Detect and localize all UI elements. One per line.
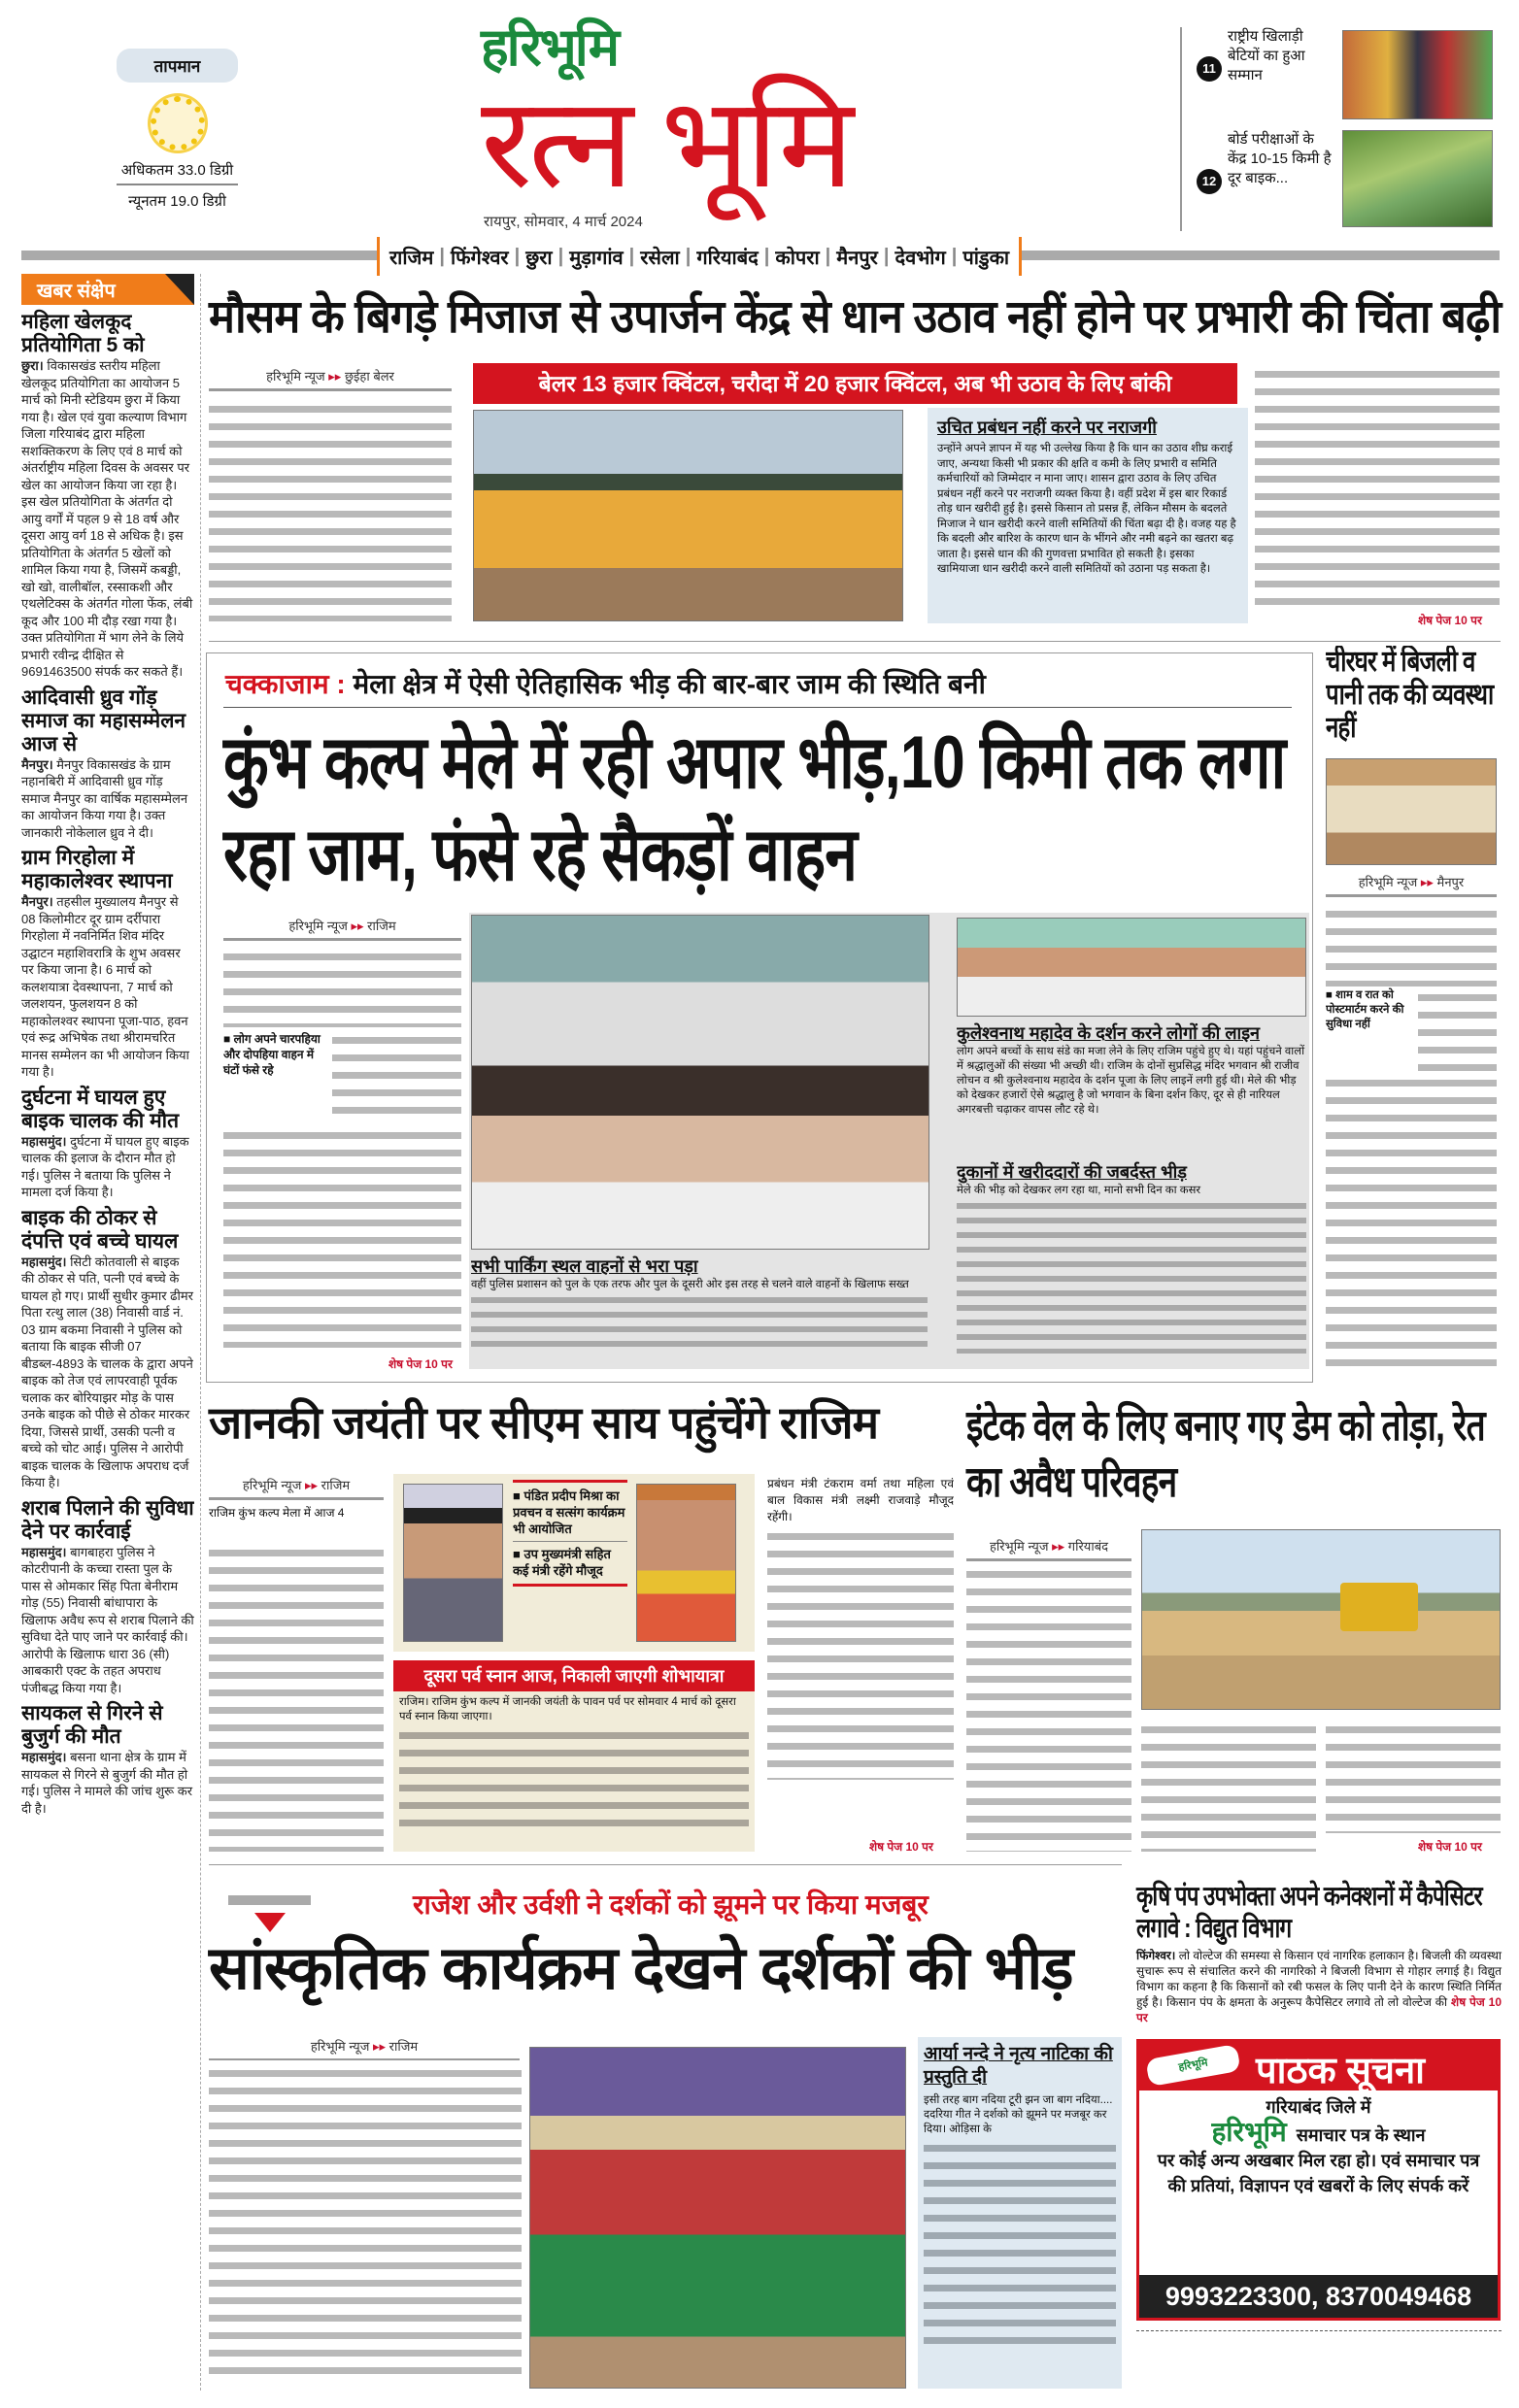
tab-label: खबर संक्षेप <box>37 281 116 302</box>
section-rule <box>209 641 1501 642</box>
story4-byline: हरिभूमि न्यूज ▸▸ राजिम <box>209 1476 384 1500</box>
story7-place: फिंगेश्वर। <box>1136 1949 1176 1962</box>
story3-byline: हरिभूमि न्यूज ▸▸ मैनपुर <box>1326 873 1497 897</box>
story6-kicker: राजेश और उर्वशी ने दर्शकों को झूमने पर किया मजबूर <box>413 1890 928 1920</box>
story6-byline: हरिभूमि न्यूज ▸▸ राजिम <box>209 2037 520 2060</box>
byline-source: हरिभूमि न्यूज <box>989 1539 1049 1554</box>
byline-place: राजिम <box>367 919 396 933</box>
weather-label: तापमान <box>117 49 238 83</box>
story2-sub1-text: लोग अपने बच्चों के साथ संडे का मजा लेने के लिए राजिम पहुंचे हुए थे। यहां पहुंचने वालों में श्रद्धालुओं की संख्या भी अच्छी थी। राजिम के दोनों सुप्रसिद्ध मंदिर भगवान श्री राजीव लोचन व श्री कुलेश्वनाथ महादेव के दर्शन पूजा के लिए लाइनें लगी हुई थी। मेले की भीड़ को देखकर हजारों ऐसे श्रद्धालु है जो भगवान के बिना दर्शन किए, दूर से ही नारियल अगरबत्ती चढ़ाकर वापस लौट रहे थे। <box>957 1046 1305 1116</box>
brief-item[interactable] <box>21 1497 194 1697</box>
byline-place: गरियाबंद <box>1067 1539 1109 1554</box>
nav-mainpur[interactable]: मैनपुर <box>836 247 878 269</box>
brief-title: आदिवासी ध्रुव गोंड़ समाज का महासम्मेलन आज से <box>21 686 186 755</box>
byline-place: राजिम <box>388 2039 419 2054</box>
news-brief-sidebar <box>21 274 194 2391</box>
story7-text <box>1136 1948 1502 2025</box>
kicker-label: चक्काजाम : <box>225 669 346 699</box>
brief-place: मैनपुर। <box>21 756 53 772</box>
ad-line1: गरियाबंद जिले में <box>1266 2097 1371 2117</box>
nav-chhura[interactable]: छुरा <box>525 247 553 269</box>
story3-text-b <box>1418 988 1497 1072</box>
reader-notice-ad[interactable] <box>1136 2039 1501 2321</box>
story4-headline[interactable]: जानकी जयंती पर सीएम साय पहुंचेंगे राजिम <box>209 1397 878 1448</box>
story2-sub1-title: कुलेश्वनाथ महादेव के दर्शन करने लोगों की लाइन <box>957 1023 1261 1043</box>
story2-photo-temple <box>957 918 1306 1017</box>
story2-continued[interactable]: शेष पेज 10 पर <box>388 1357 453 1371</box>
story2-text-col1b <box>332 1031 461 1115</box>
news-brief-tab <box>21 274 194 305</box>
ad-line3: पर कोई अन्य अखबार मिल रहा हो। एवं समाचार पत्र की प्रतियां, विज्ञापन एवं खबरों के लिए संपर्क करें <box>1157 2151 1480 2195</box>
bullet-item: ■ उप मुख्यमंत्री सहित कई मंत्री रहेंगे मौजूद <box>513 1541 627 1579</box>
story4-bullets <box>513 1480 627 1587</box>
brief-text: विकासखंड स्तरीय महिला खेलकूद प्रतियोगिता का आयोजन 5 मार्च को मिनी स्टेडियम छुरा में किया गया है। खेल एवं युवा कल्याण विभाग जिला गरियाबंद द्वारा महिला सशक्तिकरण के लिए एवं 8 मार्च को अंतर्राष्ट्रीय महिला दिवस के अवसर पर खेल का आयोजन किया जा रहा है। इस खेल प्रतियोगिता के अंतर्गत दो आयु वर्गों में पहल 9 से 18 वर्ष और दूसरा आयु वर्ग 18 से अधिक है। इस प्रतियोगिता के अंतर्गत 5 खेलों को शामिल किया गया है, जिसमें कबड्डी, खो खो, वालीबॉल, रस्साकशी और एथलेटिक्स के अंतर्गत गोला फेंक, लंबी कूद और 100 मी दौड़ रखा गया है। उक्त प्रतियोगिता में भाग लेने के लिये प्रभारी रवीन्द्र दीक्षित से 9691463500 संपर्क कर सकते हैं। <box>21 358 193 679</box>
ad-brand: हरिभूमि <box>1211 2117 1287 2147</box>
story2-sub2-title: सभी पार्किंग स्थल वाहनों से भरा पड़ा <box>471 1256 698 1276</box>
story1-banner-text: बेलर 13 हजार क्विंटल, चरौदा में 20 हजार क्विंटल, अब भी उठाव के लिए बांकी <box>538 371 1172 396</box>
brief-title: सायकल से गिरने से बुजुर्ग की मौत <box>21 1702 163 1748</box>
story3-photo <box>1326 758 1497 865</box>
story4-continued[interactable]: शेष पेज 10 पर <box>869 1840 933 1854</box>
sun-icon <box>151 96 205 150</box>
brief-text: मैनपुर विकासखंड के ग्राम नहानबिरी में आदिवासी ध्रुव गोंड़ समाज मैनपुर का वार्षिक महासम्मेलन का आयोजन किया गया है। उक्त जानकारी नोकेलाल ध्रुव ने दी। <box>21 756 188 840</box>
weather-box <box>117 49 238 214</box>
story7-headline[interactable]: कृषि पंप उपभोक्ता अपने कनेक्शनों में कैपेसिटर लगावे : विद्युत विभाग <box>1136 1881 1482 1943</box>
brief-item[interactable] <box>21 686 194 842</box>
newspaper-roll-icon: हरिभूमि <box>1145 2044 1240 2087</box>
story5-headline-wrap <box>966 1398 1502 1524</box>
nav-fingeshwar[interactable]: फिंगेश्वर <box>450 247 509 269</box>
brief-item[interactable] <box>21 847 194 1081</box>
story4-col3 <box>767 1476 954 1833</box>
logo-ratna-bhoomi: रत्न भूमि <box>481 72 851 214</box>
teaser-2[interactable] <box>1197 130 1498 231</box>
section-rule <box>209 1864 1122 1865</box>
bullet-text: पंडित प्रदीप मिश्रा का प्रवचन व सत्संग कार्यक्रम भी आयोजित <box>513 1488 625 1536</box>
ad-header <box>1139 2042 1498 2090</box>
story4-lead: राजिम कुंभ कल्प मेला में आज 4 <box>209 1506 345 1520</box>
story6-kicker-bar <box>228 1895 311 1905</box>
story2-sub3 <box>957 1160 1306 1366</box>
teaser-text: बोर्ड परीक्षाओं के केंद्र 10-15 किमी है दूर बाइक... <box>1228 131 1332 186</box>
brief-text: दुर्घटना में घायल हुए बाइक चालक की इलाज के दौरान मौत हो गई। पुलिस ने बताया कि पुलिस ने मामला दर्ज किया है। <box>21 1133 189 1199</box>
ad-phones[interactable]: 9993223300, 8370049468 <box>1139 2275 1498 2318</box>
ad-line2 <box>1147 2117 1490 2148</box>
brief-item[interactable] <box>21 1087 194 1201</box>
cm-photo <box>403 1484 503 1642</box>
excavator-icon <box>1340 1583 1418 1631</box>
min-temp: न्यूनतम 19.0 डिग्री <box>128 193 226 210</box>
story5-byline: हरिभूमि न्यूज ▸▸ गरियाबंद <box>966 1537 1131 1561</box>
page-badge: 12 <box>1197 169 1222 194</box>
pandit-photo <box>636 1484 736 1642</box>
story6-box-title: आर्या नन्दे ने नृत्य नाटिका की प्रस्तुति दी <box>924 2044 1113 2088</box>
ad-title: पाठक सूचना <box>1256 2051 1425 2091</box>
byline-source: हरिभूमि न्यूज <box>242 1478 302 1492</box>
pullquote-text: लोग अपने चारपहिया और दोपहिया वाहन में घंटों फंसे रहे <box>223 1032 321 1077</box>
nav-pandukaa[interactable]: पांडुका <box>962 247 1010 269</box>
brief-text: सिटी कोतवाली से बाइक की ठोकर से पति, पत्नी एवं बच्चे के घायल हो गए। प्रार्थी सुधीर कुमार ढीमर पिता रत्थु लाल (38) निवासी वार्ड नं. 03 ग्राम बकमा निवासी ने पुलिस को बताया कि बाइक सीजी 07 बीडब्ल-4893 के चालक के द्वारा अपने बाइक को तेज एवं लापरवाही पूर्वक चलाक कर बोरियाझर मोड़ के पास उनके बाइक को पीछे से ठोकर मारकर दिया, जिससे प्रार्थी, उसकी पत्नी व बच्चे को चोट आई। पुलिस ने आरोपी बाइक चालक के खिलाफ अपराध दर्ज किया है। <box>21 1254 193 1489</box>
nav-rasela[interactable]: रसेला <box>640 247 680 269</box>
brief-title: बाइक की ठोकर से दंपत्ति एवं बच्चे घायल <box>21 1206 179 1253</box>
story3-column <box>1326 646 1501 1381</box>
story5-continued[interactable]: शेष पेज 10 पर <box>1418 1840 1482 1854</box>
story2-sub3-more <box>957 1198 1306 1354</box>
story5-text-col2 <box>1141 1721 1316 1852</box>
byline-place: राजिम <box>321 1478 351 1492</box>
teaser-photo <box>1342 130 1493 227</box>
story2-headline[interactable]: कुंभ कल्प मेले में रही अपार भीड़,10 किमी तक लगा रहा जाम, फंसे रहे सैकड़ों वाहन <box>223 721 1286 896</box>
story6-box-more <box>924 2139 1116 2353</box>
nav-devbhog[interactable]: देवभोग <box>895 247 946 269</box>
story4-banner-text-body: राजिम। राजिम कुंभ कल्प में जानकी जयंती के पावन पर्व पर सोमवार 4 मार्च को दूसरा पर्व स्नान किया जाएगा। <box>399 1696 736 1722</box>
brief-place: महासमुंद। <box>21 1750 67 1764</box>
story5-photo-dam <box>1141 1529 1501 1710</box>
story2-pullquote: ■ लोग अपने चारपहिया और दोपहिया वाहन में घंटों फंसे रहे <box>223 1032 321 1077</box>
story5-text-col1 <box>966 1565 1131 1852</box>
location-nav: राजिम | फिंगेश्वर | छुरा | मुड़ागांव | रसेला | गरियाबंद | कोपरा | मैनपुर | देवभोग | पांडुका <box>377 237 1022 276</box>
page-badge: 11 <box>1197 56 1222 82</box>
logo-haribhoomi: हरिभूमि <box>481 18 618 77</box>
story1-byline: हरिभूमि न्यूज ▸▸ छुईहा बेलर <box>209 367 452 391</box>
sidebar-divider <box>200 274 201 2391</box>
story4-banner <box>393 1660 755 1691</box>
teaser-divider <box>1180 27 1182 231</box>
story5-text-col3 <box>1326 1721 1501 1833</box>
byline-source: हरिभूमि न्यूज <box>266 369 325 384</box>
story3-pullquote: ■ शाम व रात को पोस्टमार्टम करने की सुविधा नहीं <box>1326 989 1404 1030</box>
story2-sub3-title: दुकानों में खरीददारों की जबर्दस्त भीड़ <box>957 1162 1187 1182</box>
brief-place: महासमुंद। <box>21 1254 67 1269</box>
brief-title: ग्राम गिरहोला में महाकालेश्वर स्थापना <box>21 847 173 892</box>
story4-banner-more <box>399 1726 749 1833</box>
story4-banner-text: दूसरा पर्व स्नान आज, निकाली जाएगी शोभायात्रा <box>423 1666 725 1686</box>
story6-text-col1 <box>209 2064 522 2385</box>
brief-title: दुर्घटना में घायल हुए बाइक चालक की मौत <box>21 1086 180 1132</box>
byline-source: हरिभूमि न्यूज <box>1358 875 1418 889</box>
byline-source: हरिभूमि न्यूज <box>310 2039 370 2054</box>
brief-text: बसना थाना क्षेत्र के ग्राम में सायकल से गिरने से बुजुर्ग की मौत हो गई। पुलिस ने मामले की जांच शुरू कर दी है। <box>21 1750 193 1816</box>
story5-headline[interactable]: इंटेक वेल के लिए बनाए गए डेम को तोड़ा, रेत का अवैध परिवहन <box>966 1402 1485 1506</box>
brief-title: शराब पिलाने की सुविधा देने पर कार्रवाई <box>21 1496 194 1543</box>
story1-box-text: उन्होंने अपने ज्ञापन में यह भी उल्लेख किया है कि धान का उठाव शीघ्र कराई जाए, अन्यथा किसी भी प्रकार की क्षति व कमी के लिए प्रभारी व समिति कर्मचारियों को जिम्मेदार न माना जाए। शासन द्वारा उठाव के लिए उचित प्रबंधन नहीं करने पर नराजगी व्यक्त किया है। वहीं प्रदेश में इस बार रिकार्ड तोड़ धान खरीदी हुई है। इससे किसान तो प्रसन्न हैं, लेकिन मौसम के बदलते मिजाज ने धान खरीदी करने वाली समितियों की चिंता बढ़ा दी है। वजह यह है कि बदली और बारिश के कारण धान के भींगने और नमी बढ़ने का खतरा बढ़ जाता है। इससे धान की की गुणवत्ता प्रभावित हो सकती है। इसका खामियाजा धान खरीदी करने वाली समितियों को उठाना पड़ सकता है। <box>937 443 1236 575</box>
story1-text-col3 <box>1255 365 1500 608</box>
story7-column <box>1136 1880 1502 2331</box>
kicker-rule <box>223 707 1292 708</box>
story4-banner-box <box>393 1691 755 1852</box>
ad-divider <box>1136 2330 1502 2331</box>
brief-item[interactable] <box>21 1207 194 1491</box>
story6-photo-dance <box>529 2047 906 2389</box>
story6-sidebox <box>918 2037 1122 2389</box>
story4-col3-more <box>767 1527 954 1780</box>
teaser-photo <box>1342 30 1493 119</box>
story3-headline[interactable]: चीरघर में बिजली व पानी तक की व्यवस्था नहीं <box>1326 646 1494 744</box>
teaser-1[interactable] <box>1197 27 1498 124</box>
story3-text-c <box>1326 1074 1497 1375</box>
story2-sub2 <box>471 1254 928 1367</box>
story6-box-text: इसी तरह बाग नदिया टूरी झन जा बाग नदिया.... ददरिया गीत ने दर्शको को झूमने पर मजबूर कर दिया। ओड़िसा के <box>924 2094 1113 2135</box>
bullet-item: ■ पंडित प्रदीप मिश्रा का प्रवचन व सत्संग कार्यक्रम भी आयोजित <box>513 1488 625 1536</box>
story1-photo-paddy <box>473 410 903 621</box>
brief-text: तहसील मुख्यालय मैनपुर से 08 किलोमीटर दूर ग्राम दर्रीपारा गिरहोला में नवनिर्मित शिव मंदिर उद्घाटन महाशिवरात्रि के शुभ अवसर पर किया जाना है। 6 मार्च को कलशयात्रा देवस्थापना, 7 मार्च को जलशयन, फुलशयन 8 को महाकोलश्वर स्थापना पूजा-पाठ, हवन एवं रूद्र अभिषेक तथा श्रीरामचरित मानस सम्मेलन का भी आयोजन किया गया है। <box>21 894 189 1079</box>
dateline: रायपुर, सोमवार, 4 मार्च 2024 <box>484 214 643 230</box>
bullet-text: उप मुख्यमंत्री सहित कई मंत्री रहेंगे मौजूद <box>513 1547 611 1578</box>
story4-text-col1 <box>209 1544 384 1852</box>
story1-headline[interactable]: मौसम के बिगड़े मिजाज से उपार्जन केंद्र से धान उठाव नहीं होने पर प्रभारी की चिंता बढ़ी <box>209 290 1502 342</box>
byline-source: हरिभूमि न्यूज <box>288 919 348 933</box>
brief-place: महासमुंद। <box>21 1544 67 1559</box>
story2-sub1 <box>957 1021 1306 1155</box>
nav-mudagaon[interactable]: मुड़ागांव <box>569 247 624 269</box>
teaser-text: राष्ट्रीय खिलाड़ी बेटियों का हुआ सम्मान <box>1228 28 1305 84</box>
story7-continued[interactable]: शेष पेज 10 पर <box>1136 1995 1502 2024</box>
story2-text-col1c <box>223 1126 461 1348</box>
story2-photo-crowd <box>471 915 929 1250</box>
story2-kicker <box>225 668 986 701</box>
brief-place: महासमुंद। <box>21 1133 67 1149</box>
story6-headline[interactable]: सांस्कृतिक कार्यक्रम देखने दर्शकों की भीड़ <box>209 1935 1073 2002</box>
story7-body: लो वोल्टेज की समस्या से किसान एवं नागरिक हलाकान है। बिजली की व्यवस्था सुचारू रूप से संचालित करने की नागरिको ने बिजली विभाग से गोहार लगाई है। विद्युत विभाग का कहना है कि किसानों को रबी फसल के लिए पानी देने के कारण स्थिति निर्मित हुई है। किसान पंप के क्षमता के अनुरूप कैपेसिटर लगावे तो लो वोल्टेज की <box>1136 1949 1502 2009</box>
kicker-text: मेला क्षेत्र में ऐसी ऐतिहासिक भीड़ की बार-बार जाम की स्थिति बनी <box>353 669 986 699</box>
ad-line2-text: समाचार पत्र के स्थान <box>1296 2125 1426 2145</box>
story1-box-title: उचित प्रबंधन नहीं करने पर नराजगी <box>937 418 1157 437</box>
brief-item[interactable] <box>21 1702 194 1817</box>
max-temp: अधिकतम 33.0 डिग्री <box>117 160 238 185</box>
story3-text <box>1326 905 1497 987</box>
story1-continued[interactable]: शेष पेज 10 पर <box>1418 614 1482 627</box>
nav-kopra[interactable]: कोपरा <box>775 247 820 269</box>
tab-corner <box>165 274 194 305</box>
story2-text-col1 <box>223 948 461 1027</box>
story2-sub2-more <box>471 1292 928 1351</box>
story2-sub2-text: वहीं पुलिस प्रशासन को पुल के एक तरफ और पुल के दूसरी ओर इस तरह से चलने वाले वाहनों के खिलाफ सख्त <box>471 1279 909 1290</box>
byline-place: मैनपुर <box>1436 875 1465 889</box>
brief-text: बागबाहरा पुलिस ने कोटरीपानी के कच्चा रास्ता पुल के पास से ओमकार सिंह पिता बेनीराम गोड़ (55) निवासी बांधापारा के खिलाफ अवैध रूप से शराब पिलाने की सुविधा देते पाए जाने पर कार्रवाई की। आरोपी के खिलाफ धारा 36 (सी) आबकारी एक्ट के तहत अपराध पंजीबद्ध किया गया है। <box>21 1544 194 1695</box>
story2-sub3-text: मेले की भीड़ को देखकर लग रहा था, मानो सभी दिन का कसर <box>957 1185 1201 1196</box>
pullquote-text: शाम व रात को पोस्टमार्टम करने की सुविधा नहीं <box>1326 989 1404 1030</box>
ad-body <box>1139 2090 1498 2202</box>
story1-banner <box>473 363 1237 404</box>
chevron-down-icon <box>254 1913 286 1932</box>
brief-item[interactable] <box>21 311 194 681</box>
story2-byline: हरिभूमि न्यूज ▸▸ राजिम <box>223 917 461 941</box>
story1-text-col1 <box>209 400 452 621</box>
story4-col3-text: प्रबंधन मंत्री टंकराम वर्मा तथा महिला एवं बाल विकास मंत्री लक्ष्मी राजवाड़े मौजूद रहेंगी। <box>767 1477 954 1523</box>
nav-rajim[interactable]: राजिम <box>389 247 434 269</box>
brief-place: छुरा। <box>21 358 44 373</box>
story1-sidebox <box>928 408 1248 623</box>
brief-title: महिला खेलकूद प्रतियोगिता 5 को <box>21 311 145 356</box>
nav-gariyaband[interactable]: गरियाबंद <box>696 247 759 269</box>
byline-place: छुईहा बेलर <box>344 369 394 384</box>
brief-place: मैनपुर। <box>21 894 53 909</box>
